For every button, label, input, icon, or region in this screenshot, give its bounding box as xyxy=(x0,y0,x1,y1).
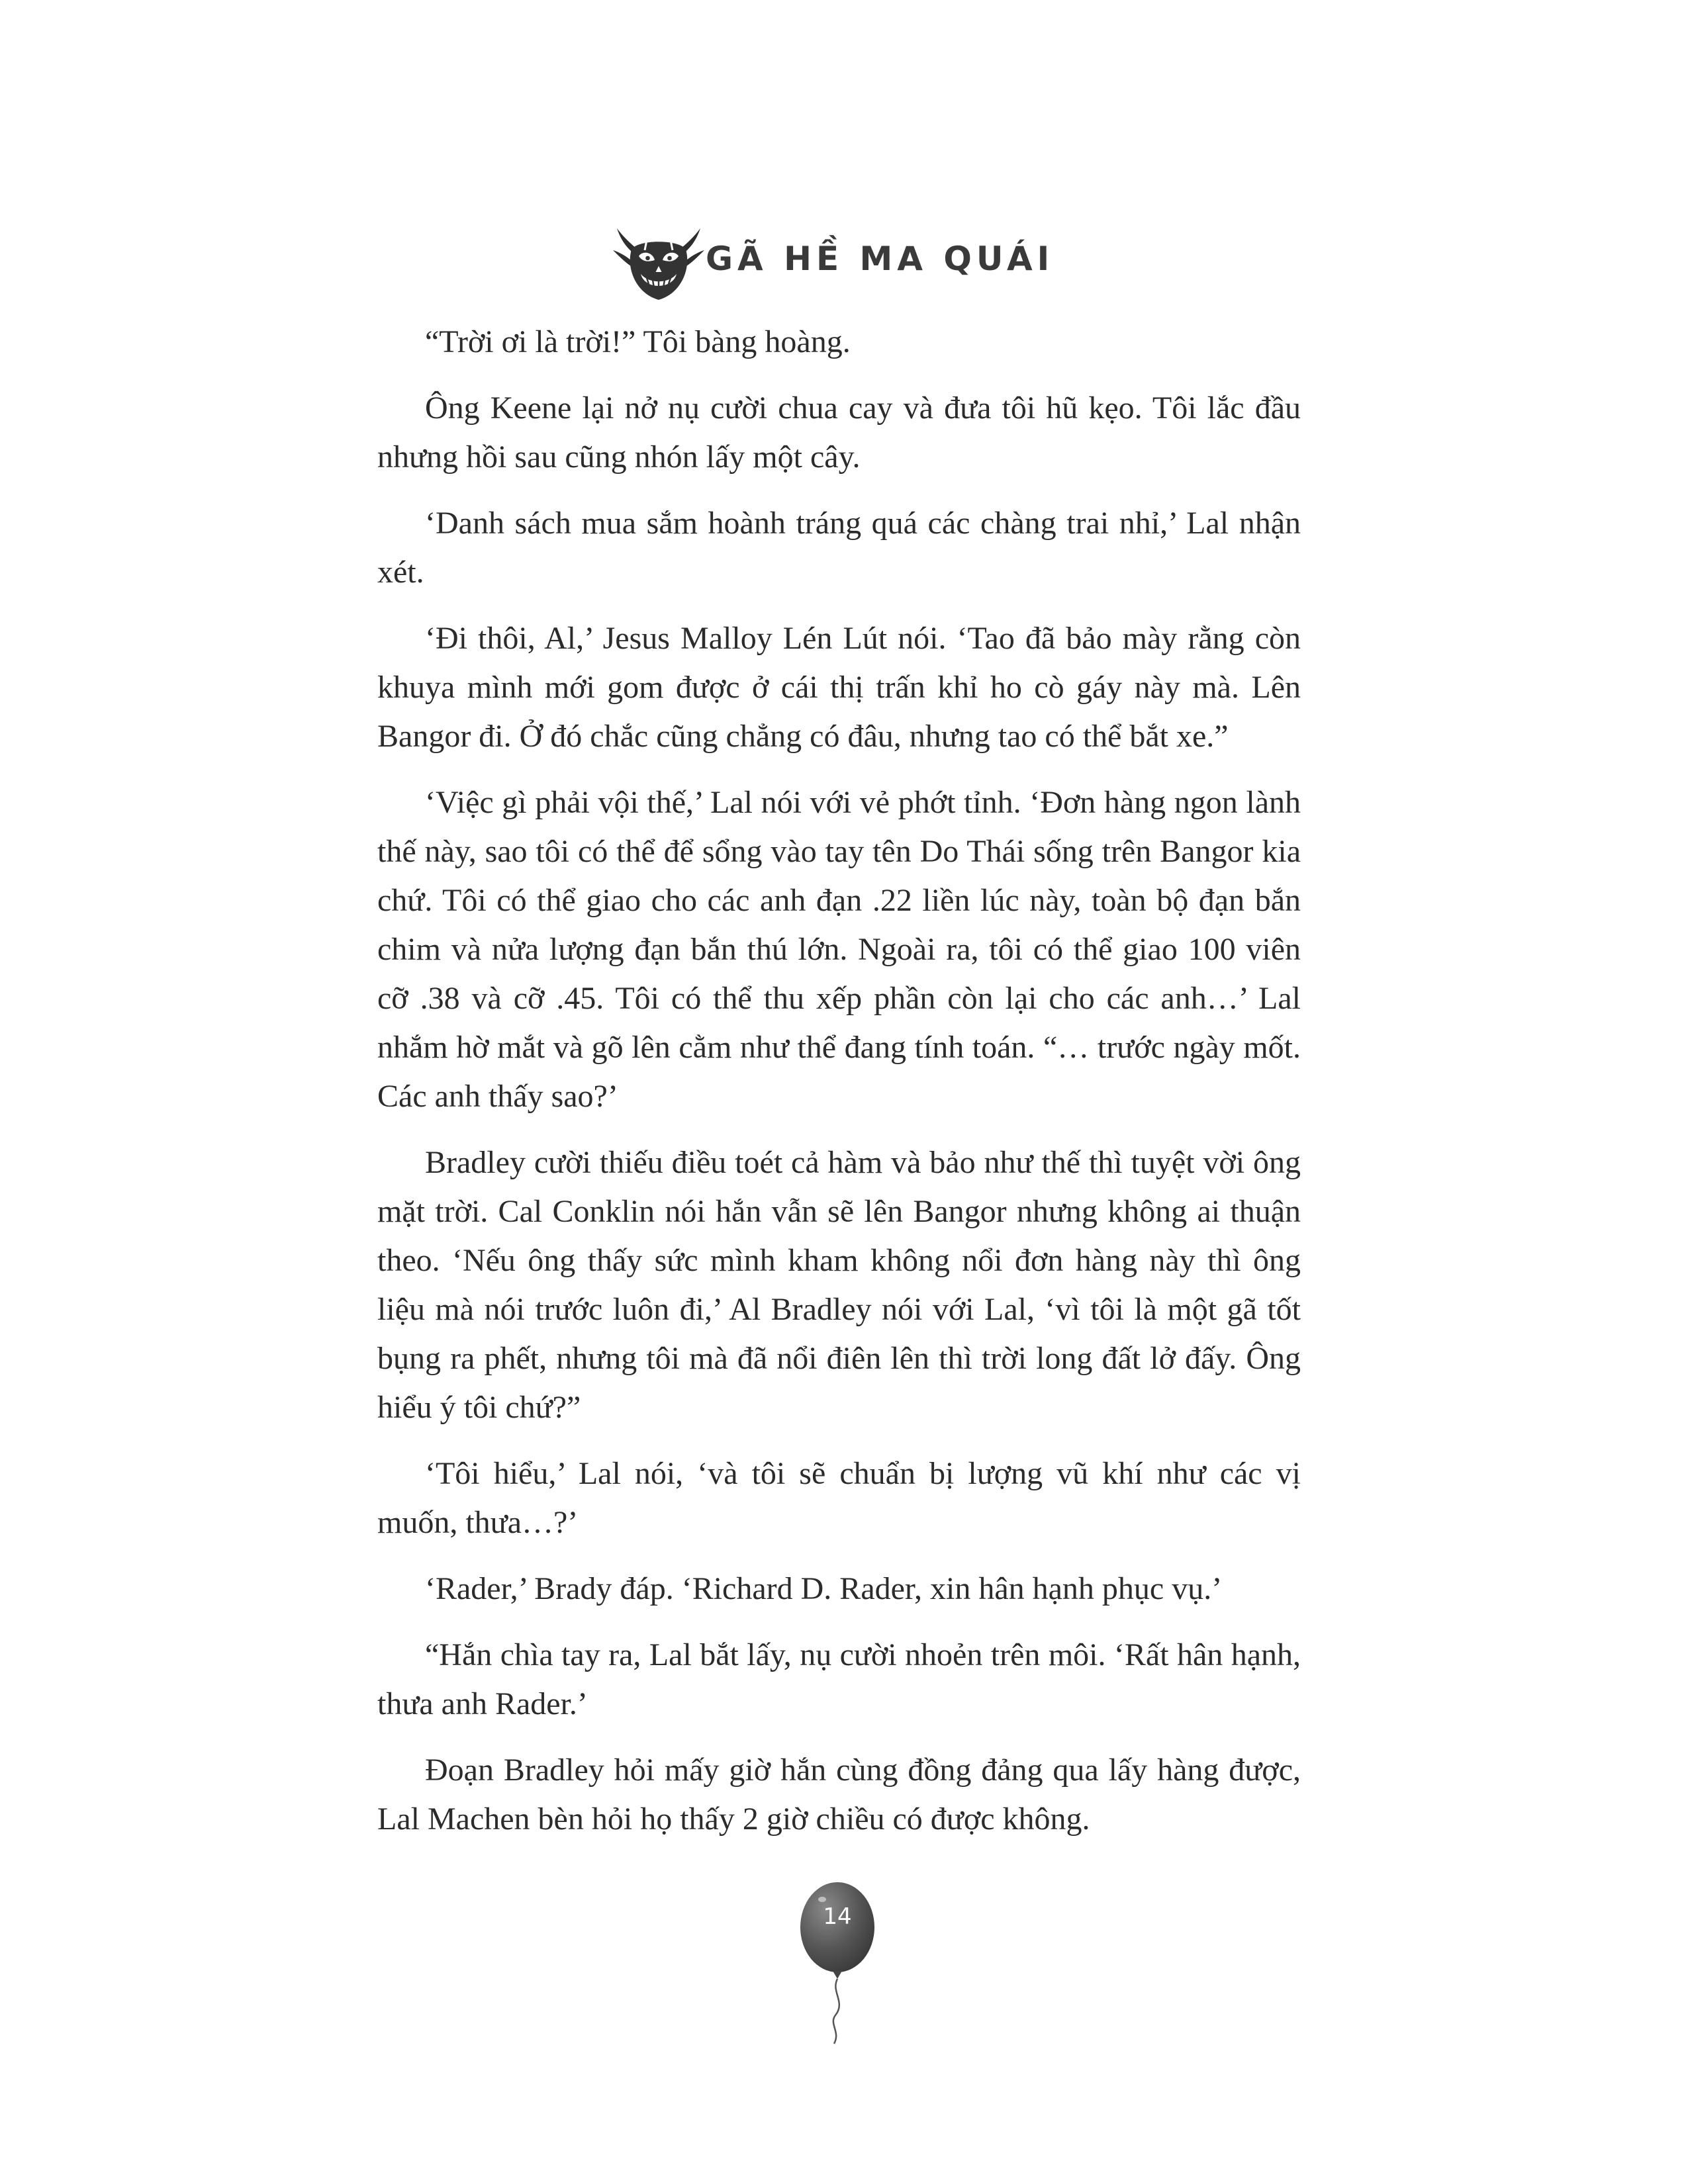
paragraph: ‘Tôi hiểu,’ Lal nói, ‘và tôi sẽ chuẩn bị lượng vũ khí như các vị muốn, thưa…?’ xyxy=(377,1456,1301,1540)
paragraph: Ông Keene lại nở nụ cười chua cay và đưa tôi hũ kẹo. Tôi lắc đầu nhưng hồi sau cũng nhón lấy một cây. xyxy=(377,390,1301,475)
paragraph: Bradley cười thiếu điều toét cả hàm và bảo như thế thì tuyệt vời ông mặt trời. Cal Conklin nói hắn vẫn sẽ lên Bangor nhưng không ai thuận theo. ‘Nếu ông thấy sức mình kham không nổi đơn hàng này thì ông liệu mà nói trước luôn đi,’ Al Bradley nói với Lal, ‘vì tôi là một gã tốt bụng ra phết, nhưng tôi mà đã nổi điên lên thì trời long đất lở đấy. Ông hiểu ý tôi chứ?” xyxy=(377,1145,1301,1425)
paragraph: ‘Đi thôi, Al,’ Jesus Malloy Lén Lút nói. ‘Tao đã bảo mày rằng còn khuya mình mới gom được ở cái thị trấn khỉ ho cò gáy này mà. Lên Bangor đi. Ở đó chắc cũng chẳng có đâu, nhưng tao có thể bắt xe.” xyxy=(377,621,1301,754)
page-number: 14 xyxy=(823,1903,852,1930)
paragraph: “Trời ơi là trời!” Tôi bàng hoàng. xyxy=(425,324,851,359)
paragraph: ‘Rader,’ Brady đáp. ‘Richard D. Rader, xin hân hạnh phục vụ.’ xyxy=(425,1571,1223,1606)
paragraph: ‘Danh sách mua sắm hoành tráng quá các chàng trai nhỉ,’ Lal nhận xét. xyxy=(377,506,1301,590)
running-header xyxy=(609,210,1055,310)
book-title: GÃ HỀ MA QUÁI xyxy=(706,240,1055,278)
clown-face-icon xyxy=(609,210,708,310)
paragraph: “Hắn chìa tay ra, Lal bắt lấy, nụ cười nhoẻn trên môi. ‘Rất hân hạnh, thưa anh Rader.’ xyxy=(377,1637,1301,1721)
paragraph: Đoạn Bradley hỏi mấy giờ hắn cùng đồng đảng qua lấy hàng được, Lal Machen bèn hỏi họ thấy 2 giờ chiều có được không. xyxy=(377,1752,1301,1837)
body-text xyxy=(377,318,1301,1861)
paragraph: ‘Việc gì phải vội thế,’ Lal nói với vẻ phớt tỉnh. ‘Đơn hàng ngon lành thế này, sao tôi có thể để sổng vào tay tên Do Thái sống trên Bangor kia chứ. Tôi có thể giao cho các anh đạn .22 liền lúc này, toàn bộ đạn bắn chim và nửa lượng đạn bắn thú lớn. Ngoài ra, tôi có thể giao 100 viên cỡ .38 và cỡ .45. Tôi có thể thu xếp phần còn lại cho các anh…’ Lal nhắm hờ mắt và gõ lên cằm như thể đang tính toán. “… trước ngày mốt. Các anh thấy sao?’ xyxy=(377,785,1301,1114)
page-number-badge xyxy=(794,1880,880,2045)
